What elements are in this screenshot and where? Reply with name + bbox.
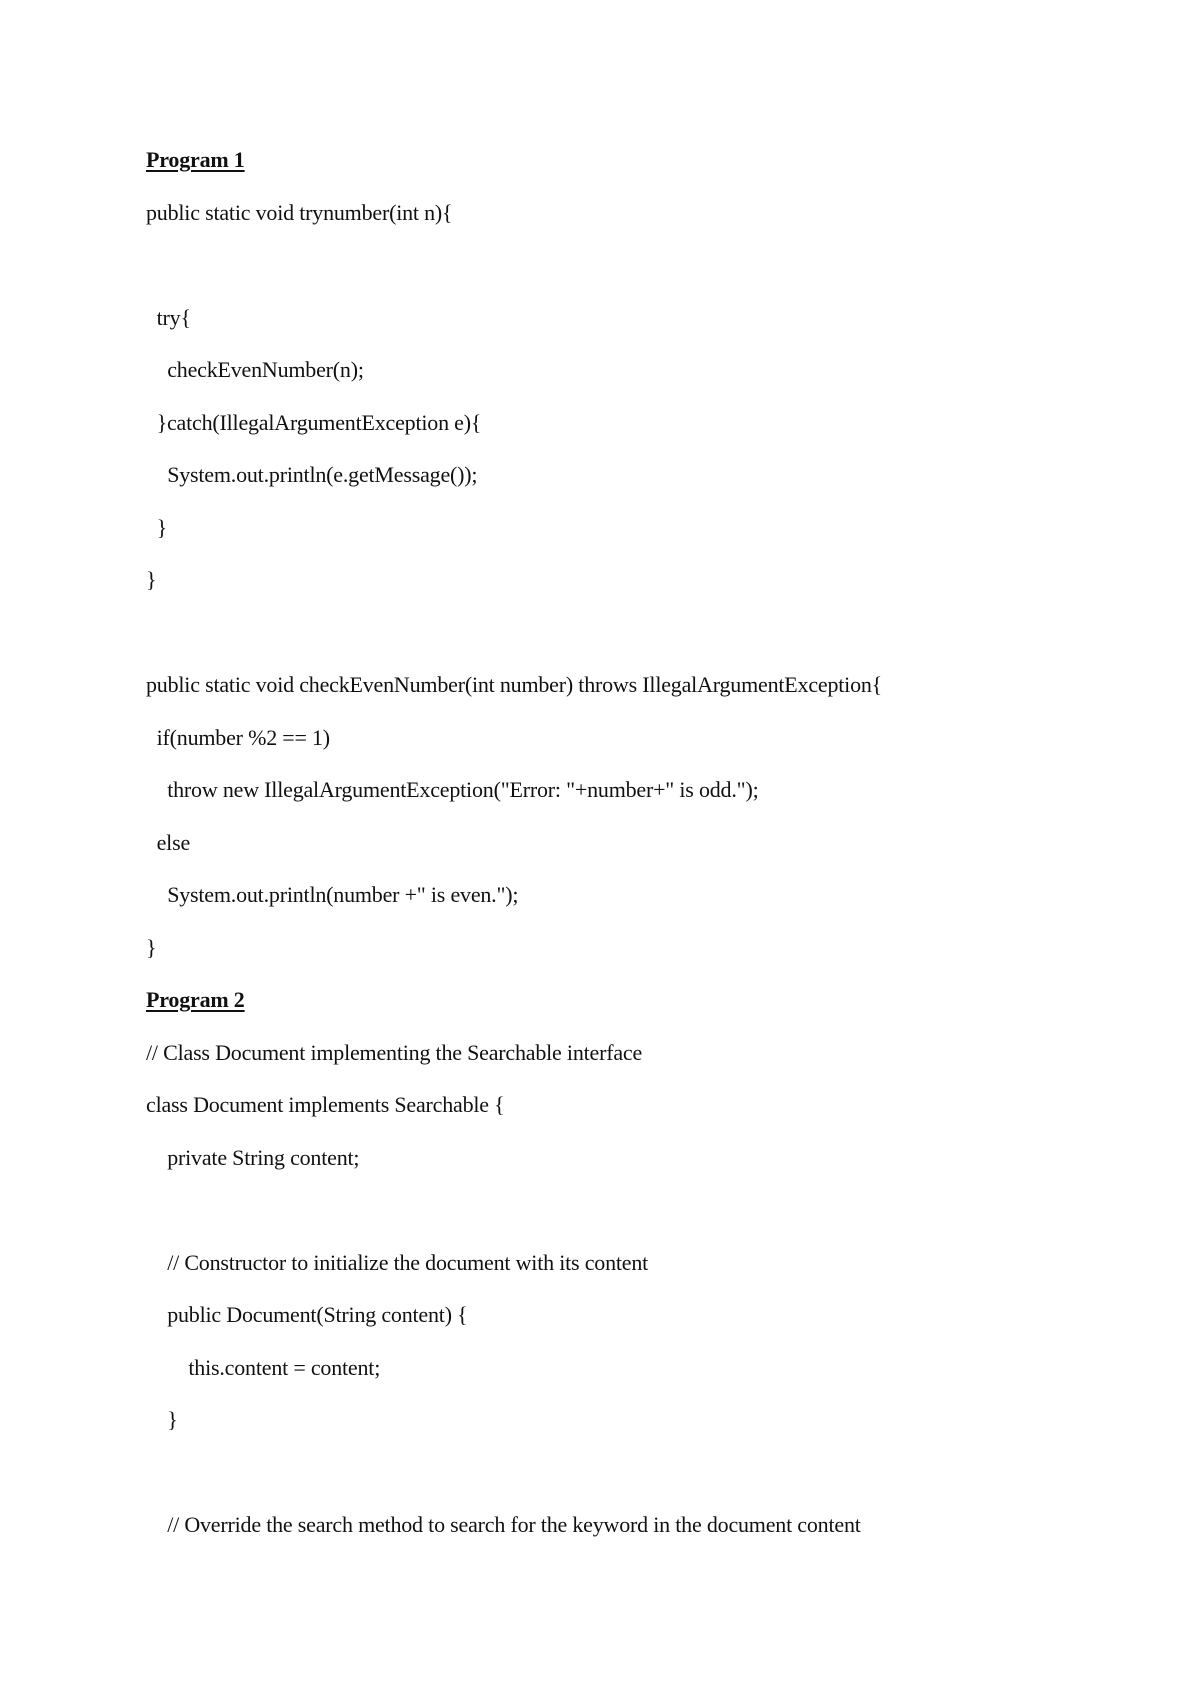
code-comment-line: // Override the search method to search for the keyword in the document content <box>146 1512 861 1537</box>
code-line: public static void trynumber(int n){ <box>146 199 453 225</box>
code-line: System.out.println(number +" is even."); <box>146 882 519 907</box>
program-2-heading: Program 2 <box>146 987 245 1012</box>
code-line: this.content = content; <box>146 1354 381 1380</box>
code-line: System.out.println(e.getMessage()); <box>146 462 478 487</box>
code-line: } <box>146 934 157 960</box>
code-comment-line: // Constructor to initialize the document with its content <box>146 1249 649 1275</box>
code-line: } <box>146 514 167 540</box>
blank-line <box>146 615 1146 668</box>
blank-line <box>146 1455 1146 1508</box>
code-line: public static void checkEvenNumber(int number) throws IllegalArgumentException{ <box>146 672 883 697</box>
code-line: else <box>146 829 191 855</box>
blank-line <box>146 247 1146 300</box>
code-line: if(number %2 == 1) <box>146 724 330 750</box>
code-line: checkEvenNumber(n); <box>146 357 364 382</box>
code-line: try{ <box>146 304 191 330</box>
document-body <box>146 142 1146 1560</box>
code-line: private String content; <box>146 1144 360 1170</box>
program-1-heading: Program 1 <box>146 147 245 172</box>
code-line: throw new IllegalArgumentException("Error: "+number+" is odd."); <box>146 777 759 802</box>
code-line: }catch(IllegalArgumentException e){ <box>146 409 482 435</box>
blank-line <box>146 1192 1146 1245</box>
code-line: class Document implements Searchable { <box>146 1092 505 1117</box>
code-line: } <box>146 567 157 592</box>
code-line: } <box>146 1407 178 1432</box>
code-comment-line: // Class Document implementing the Searchable interface <box>146 1039 643 1065</box>
code-line: public Document(String content) { <box>146 1302 468 1327</box>
